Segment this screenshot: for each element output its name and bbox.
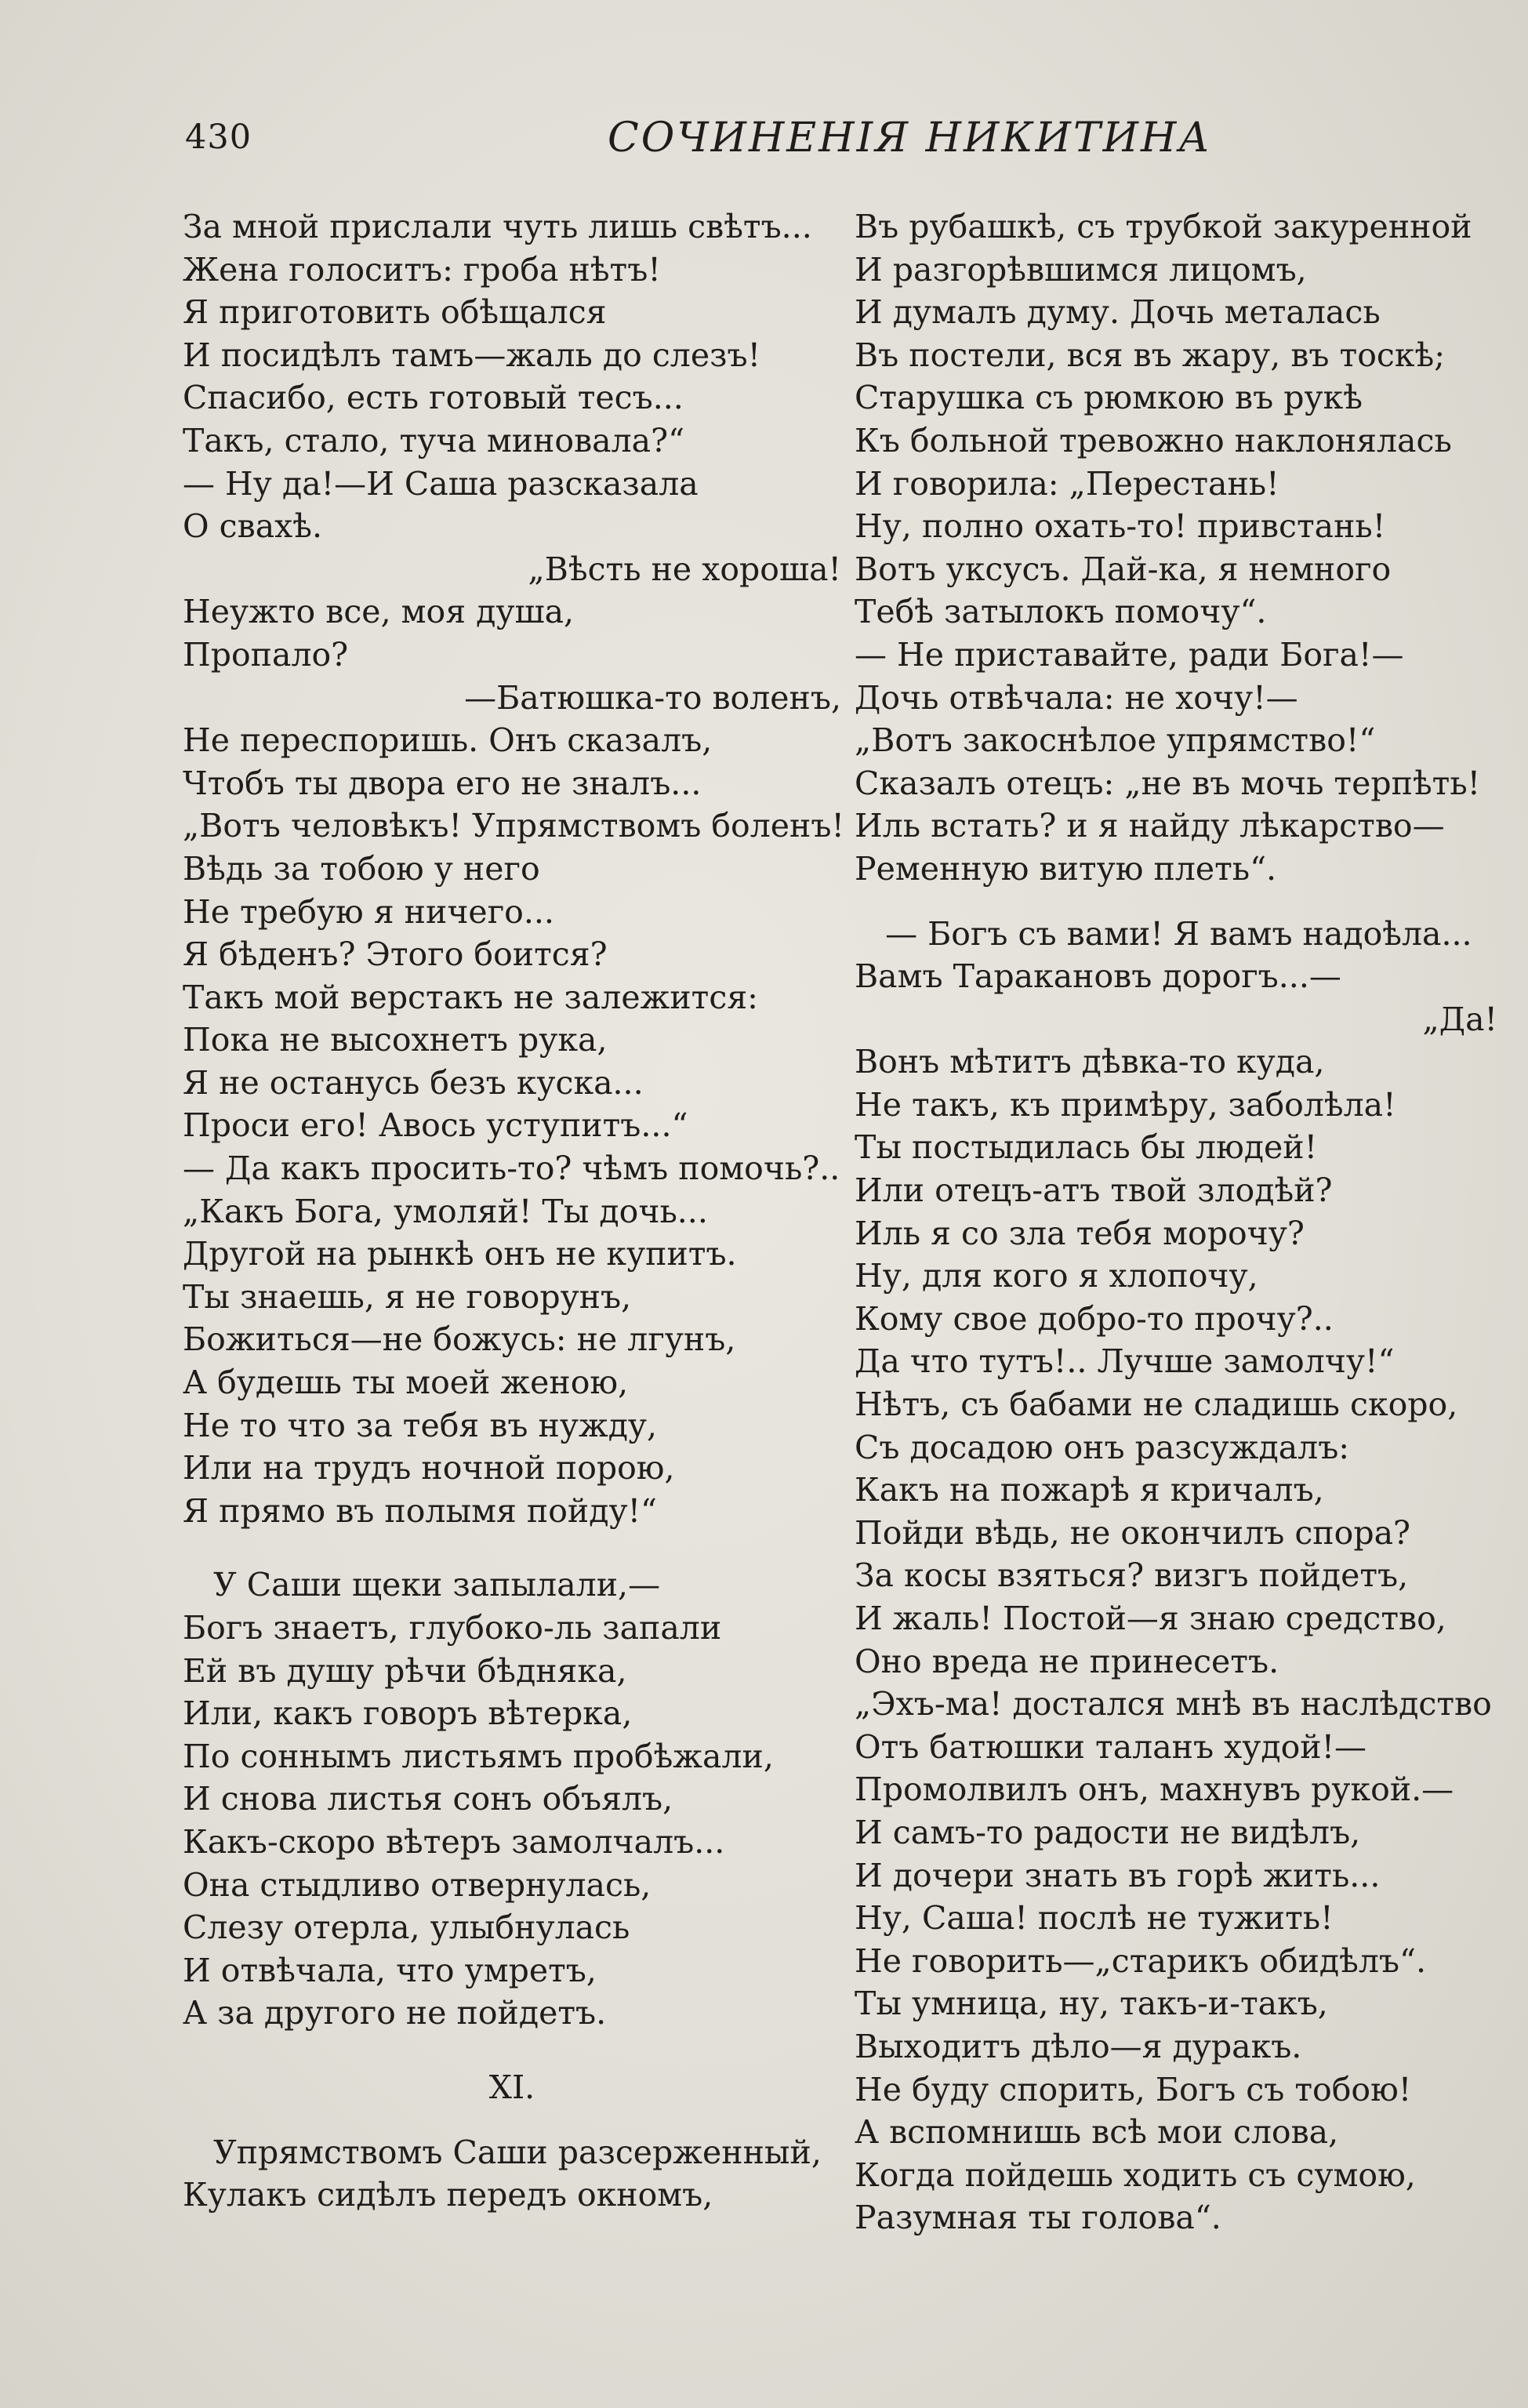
left-stanza-2 (183, 590, 841, 676)
poem-line: И посидѣлъ тамъ—жаль до слезъ! (183, 336, 761, 374)
stanza-gap (183, 2035, 841, 2066)
poem-line: Ну, Саша! послѣ не тужить! (855, 1899, 1334, 1938)
stanza-gap (855, 891, 1497, 913)
poem-line: Такъ, стало, туча миновала?“ (183, 421, 685, 459)
poem-line: Ты умница, ну, такъ-и-такъ, (855, 1985, 1328, 2023)
poem-line: Пропало? (183, 635, 349, 674)
poem-line: Ты знаешь, я не говорунъ, (183, 1277, 632, 1316)
poem-line: Я бѣденъ? Этого боится? (183, 935, 608, 974)
poem-line: Ей въ душу рѣчи бѣдняка, (183, 1651, 627, 1690)
poem-line: Или отецъ-атъ твой злодѣй? (855, 1171, 1333, 1210)
poem-line: По соннымъ листьямъ пробѣжали, (183, 1737, 774, 1775)
poem-line: И разгорѣвшимся лицомъ, (855, 250, 1307, 289)
poem-line: А за другого не пойдетъ. (183, 1994, 607, 2032)
poem-line: Или, какъ говоръ вѣтерка, (183, 1694, 633, 1733)
poem-line: Чтобъ ты двора его не зналъ... (183, 764, 702, 802)
poem-line: Кому свое добро-то прочу?.. (855, 1299, 1334, 1338)
poem-line: — Ну да!—И Саша разсказала (183, 464, 699, 503)
poem-line: Нѣтъ, съ бабами не сладишь скоро, (855, 1386, 1458, 1424)
poem-line: Спасибо, есть готовый тесъ... (183, 379, 684, 417)
poem-line: Не говорить—„старикъ обидѣлъ“. (855, 1941, 1426, 1980)
poem-line: „Вотъ закоснѣлое упрямство!“ (855, 721, 1376, 760)
poem-line: „Вотъ человѣкъ! Упрямствомъ боленъ! (183, 807, 844, 845)
poem-line: „Эхъ-ма! достался мнѣ въ наслѣдство (855, 1685, 1492, 1723)
poem-line: Иль я со зла тебя морочу? (855, 1214, 1305, 1252)
poem-line: Ты постыдилась бы людей! (855, 1128, 1318, 1167)
poem-line: Какъ-скоро вѣтеръ замолчалъ... (183, 1822, 725, 1861)
poem-line: И снова листья сонъ объялъ, (183, 1780, 673, 1818)
poem-line: Не то что за тебя въ нужду, (183, 1406, 658, 1444)
left-stanza-5 (183, 2131, 841, 2217)
stanza-gap (183, 2109, 841, 2131)
poem-line: За косы взяться? визгъ пойдетъ, (855, 1556, 1409, 1595)
left-stanza-1 (183, 205, 841, 548)
poem-line: Не такъ, къ примѣру, заболѣла! (855, 1085, 1396, 1124)
poem-line: Промолвилъ онъ, махнувъ рукой.— (855, 1771, 1454, 1809)
poem-line: Проси его! Авось уступитъ...“ (183, 1106, 688, 1145)
poem-line: Въ постели, вся въ жару, въ тоскѣ; (855, 336, 1446, 374)
poem-line: Ну, для кого я хлопочу, (855, 1257, 1258, 1295)
poem-line: Жена голоситъ: гроба нѣтъ! (183, 250, 661, 289)
poem-line: Дочь отвѣчала: не хочу!— (855, 678, 1298, 717)
poem-line: „Какъ Бога, умоляй! Ты дочь... (183, 1192, 708, 1230)
poem-line: — Да какъ просить-то? чѣмъ помочь?.. (183, 1150, 840, 1188)
right-column (855, 205, 1497, 2239)
poem-line: Оно вреда не принесетъ. (855, 1642, 1279, 1680)
poem-line: И самъ-то радости не видѣлъ, (855, 1813, 1361, 1851)
poem-line: И отвѣчала, что умретъ, (183, 1951, 597, 1989)
poem-line: Не переспоришь. Онъ сказалъ, (183, 721, 713, 760)
poem-line: Пойди вѣдь, не окончилъ спора? (855, 1513, 1410, 1552)
poem-line: „Вѣсть не хороша! (528, 550, 841, 588)
poem-line: Разумная ты голова“. (855, 2199, 1221, 2237)
poem-line: „Да! (1422, 1000, 1497, 1038)
poem-line: Вѣдь за тобою у него (183, 849, 540, 888)
poem-line: И думалъ думу. Дочь металась (855, 293, 1381, 332)
poem-line: Къ больной тревожно наклонялась (855, 421, 1452, 459)
poem-line: Богъ знаетъ, глубоко-ль запали (183, 1609, 722, 1647)
poem-line: Божиться—не божусь: не лгунъ, (183, 1320, 736, 1359)
poem-line: Слезу отерла, улыбнулась (183, 1909, 630, 1947)
running-title: СОЧИНЕНІЯ НИКИТИНА (608, 114, 1212, 162)
poem-line: Или на трудъ ночной порою, (183, 1449, 675, 1487)
left-column (183, 205, 844, 2217)
poem-line: Неужто все, моя душа, (183, 593, 575, 631)
right-stanza-3 (855, 1041, 1497, 2239)
poem-line: Въ рубашкѣ, съ трубкой закуренной (855, 208, 1472, 245)
page-number: 430 (185, 118, 252, 157)
poem-line: Я не останусь безъ куска... (183, 1063, 644, 1102)
section-heading: XI. (488, 2068, 535, 2106)
poem-line: Старушка съ рюмкою въ рукѣ (855, 379, 1363, 417)
poem-line: Ременную витую плеть“. (855, 849, 1277, 888)
poem-line: Не буду спорить, Богъ съ тобою! (855, 2070, 1412, 2108)
poem-line: Такъ мой верстакъ не залежится: (183, 978, 758, 1016)
poem-line: И жаль! Постой—я знаю средство, (855, 1600, 1446, 1637)
poem-line: — Не приставайте, ради Бога!— (855, 635, 1404, 674)
poem-line: Иль встать? и я найду лѣкарство— (855, 807, 1445, 845)
right-stanza-1 (855, 205, 1497, 891)
poem-line: Пока не высохнетъ рука, (183, 1021, 608, 1059)
poem-line: —Батюшка-то воленъ, (464, 678, 841, 717)
poem-line: Съ досадою онъ разсуждалъ: (855, 1428, 1350, 1466)
left-stanza-4 (183, 1564, 841, 2035)
poem-line: Вонъ мѣтитъ дѣвка-то куда, (855, 1043, 1325, 1081)
poem-line: Она стыдливо отвернулась, (183, 1865, 651, 1904)
poem-line: Вамъ Таракановъ дорогъ...— (855, 957, 1341, 996)
stanza-gap (183, 1532, 841, 1564)
poem-line: У Саши щеки запылали,— (183, 1566, 661, 1604)
poem-line: Я прямо въ полымя пойду!“ (183, 1491, 658, 1530)
poem-line: А будешь ты моей женою, (183, 1364, 629, 1402)
poem-line: Упрямствомъ Саши разсерженный, (183, 2133, 822, 2171)
poem-line: Отъ батюшки таланъ худой!— (855, 1727, 1367, 1766)
poem-line: — Богъ съ вами! Я вамъ надоѣла... (855, 914, 1472, 953)
poem-line: Тебѣ затылокъ помочу“. (855, 593, 1267, 631)
poem-line: Ну, полно охать-то! привстань! (855, 507, 1386, 546)
poem-line: Сказалъ отецъ: „не въ мочь терпѣть! (855, 764, 1481, 802)
poem-line: Другой на рынкѣ онъ не купитъ. (183, 1235, 737, 1273)
poem-line: И дочери знать въ горѣ жить... (855, 1856, 1381, 1894)
poem-line: Кулакъ сидѣлъ передъ окномъ, (183, 2176, 713, 2214)
poem-line: Не требую я ничего... (183, 892, 554, 931)
poem-line: Когда пойдешь ходить съ сумою, (855, 2156, 1416, 2194)
poem-line: Какъ на пожарѣ я кричалъ, (855, 1471, 1324, 1509)
poem-line: Я приготовить обѣщался (183, 293, 607, 332)
poem-line: Вотъ уксусъ. Дай-ка, я немного (855, 550, 1392, 588)
poem-line: За мной прислали чуть лишь свѣтъ... (183, 208, 812, 245)
poem-line: О свахѣ. (183, 507, 323, 546)
right-stanza-2 (855, 913, 1497, 998)
poem-line: Да что тутъ!.. Лучше замолчу!“ (855, 1342, 1395, 1381)
left-stanza-3 (183, 719, 844, 1532)
poem-line: Выходитъ дѣло—я дуракъ. (855, 2027, 1302, 2065)
poem-line: И говорила: „Перестань! (855, 464, 1279, 503)
poem-line: А вспомнишь всѣ мои слова, (855, 2113, 1339, 2152)
